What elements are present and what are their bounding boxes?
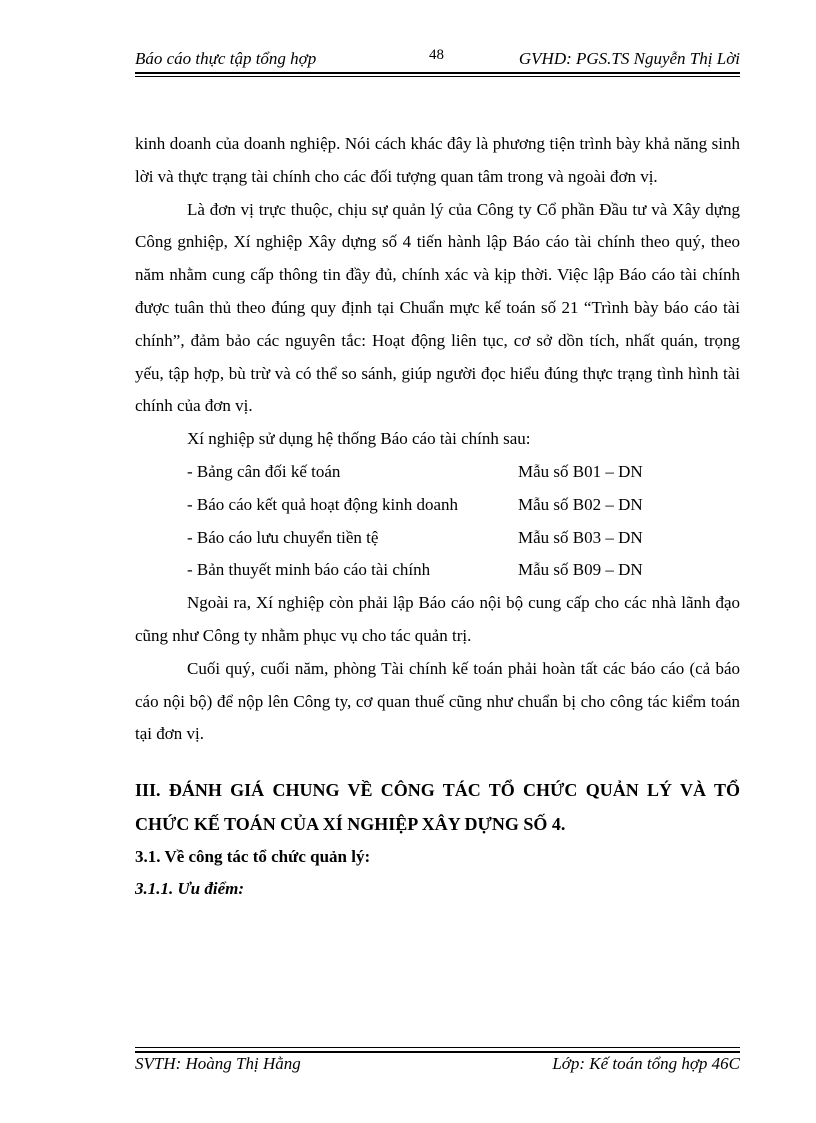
footer-rule-thin xyxy=(135,1047,740,1048)
footer-rule-thick xyxy=(135,1051,740,1053)
header-rule-thick xyxy=(135,72,740,74)
paragraph-4: Ngoài ra, Xí nghiệp còn phải lập Báo cáo nội bộ cung cấp cho các nhà lãnh đạo cũng như Công ty nhằm phục vụ cho tác quản trị. xyxy=(135,593,740,645)
report-form: Mẫu số B09 – DN xyxy=(518,560,643,580)
paragraph-2: Là đơn vị trực thuộc, chịu sự quản lý của Công ty Cổ phần Đầu tư và Xây dựng Công gnhiệp, Xí nghiệp Xây dựng số 4 tiến hành lập Báo cáo tài chính theo quý, theo năm nhằm cung cấp thông tin đầy đủ, chính xác và kịp thời. Việc lập Báo cáo tài chính được tuân thủ theo đúng quy định tại Chuẩn mực kế toán số 21 “Trình bày báo cáo tài chính”, đảm bảo các nguyên tắc: Hoạt động liên tục, cơ sở dồn tích, nhất quán, trọng yếu, tập hợp, bù trừ và có thể so sánh, giúp người đọc hiểu đúng thực trạng tình hình tài chính của đơn vị. xyxy=(135,199,740,416)
paragraph-5: Cuối quý, cuối năm, phòng Tài chính kế toán phải hoàn tất các báo cáo (cả báo cáo nội bộ) để nộp lên Công ty, cơ quan thuế cũng như chuẩn bị cho công tác kiểm toán tại đơn vị. xyxy=(135,658,740,744)
report-form: Mẫu số B01 – DN xyxy=(518,461,643,481)
header-supervisor: GVHD: PGS.TS Nguyễn Thị Lời xyxy=(518,49,740,68)
header-rule-thin xyxy=(135,76,740,77)
list-item xyxy=(135,554,740,587)
page-footer xyxy=(135,1054,740,1078)
list-item xyxy=(135,456,740,489)
paragraph-1: kinh doanh của doanh nghiệp. Nói cách khác đây là phương tiện trình bày khả năng sinh lời và thực trạng tài chính cho các đối tượng quan tâm trong và ngoài đơn vị. xyxy=(135,134,740,186)
report-form: Mẫu số B03 – DN xyxy=(518,527,643,547)
section-heading: III. ĐÁNH GIÁ CHUNG VỀ CÔNG TÁC TỔ CHỨC QUẢN LÝ VÀ TỔ CHỨC KẾ TOÁN CỦA XÍ NGHIỆP XÂY DỰNG SỐ 4. xyxy=(135,780,740,835)
report-list xyxy=(135,456,740,587)
paragraph-3: Xí nghiệp sử dụng hệ thống Báo cáo tài chính sau: xyxy=(187,429,531,449)
report-name: - Bản thuyết minh báo cáo tài chính xyxy=(187,560,431,580)
page-header xyxy=(135,47,740,71)
page-number: 48 xyxy=(429,47,444,63)
list-item xyxy=(135,489,740,522)
report-name: - Báo cáo lưu chuyển tiền tệ xyxy=(187,527,379,547)
list-item xyxy=(135,522,740,555)
report-name: - Báo cáo kết quả hoạt động kinh doanh xyxy=(187,494,458,514)
header-report-title: Báo cáo thực tập tổng hợp xyxy=(135,49,317,68)
report-name: - Bảng cân đối kế toán xyxy=(187,461,341,481)
footer-class: Lớp: Kế toán tổng hợp 46C xyxy=(552,1054,740,1073)
page-body xyxy=(135,128,740,905)
subsubsection-heading: 3.1.1. Ưu điểm: xyxy=(135,879,245,899)
footer-student: SVTH: Hoàng Thị Hằng xyxy=(135,1054,301,1073)
subsection-heading: 3.1. Về công tác tổ chức quản lý: xyxy=(135,847,371,867)
report-form: Mẫu số B02 – DN xyxy=(518,494,643,514)
